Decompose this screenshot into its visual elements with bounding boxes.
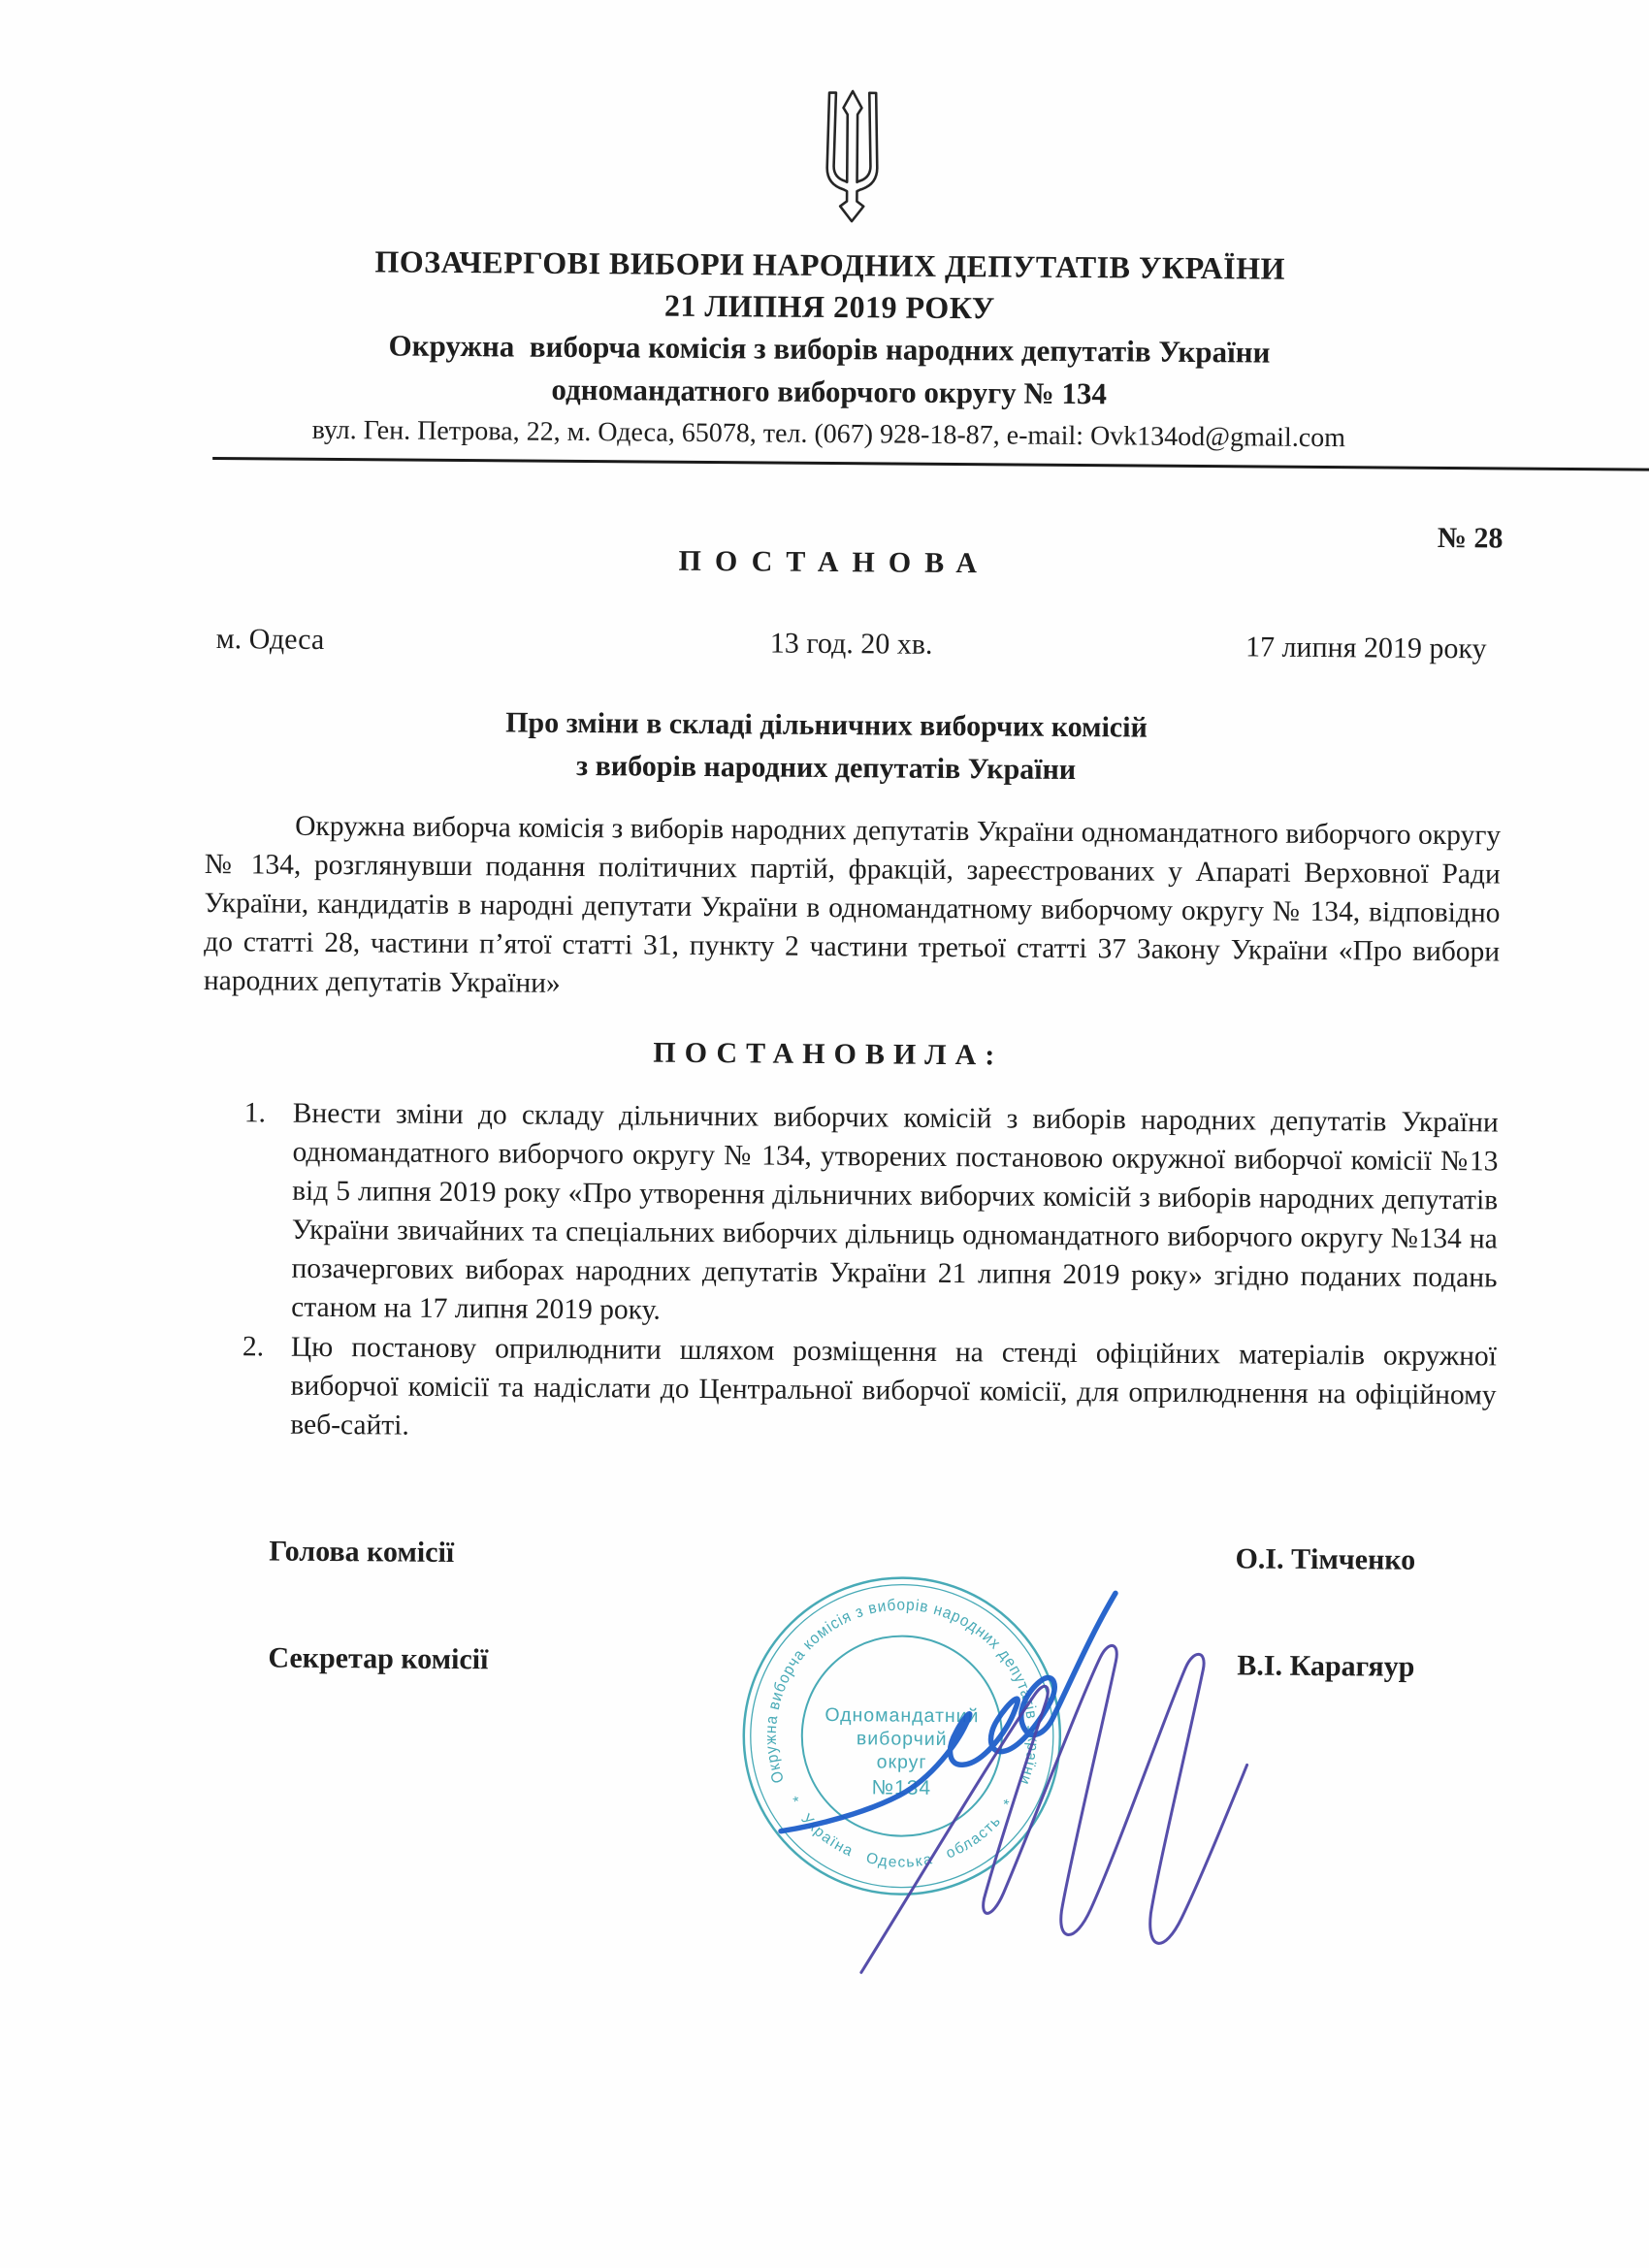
header-address: вул. Ген. Петрова, 22, м. Одеса, 65078, тел. (067) 928-18-87, e-mail: Ovk134od@gmail.com (311, 414, 1346, 454)
stamp-center-line: округ (876, 1751, 927, 1773)
header-election-title: ПОЗАЧЕРГОВІ ВИБОРИ НАРОДНИХ ДЕПУТАТІВ УКРАЇНИ (374, 243, 1286, 286)
document-number: № 28 (1437, 521, 1504, 555)
list-item-marker: 2. (242, 1331, 265, 1363)
meta-date: 17 липня 2019 року (1245, 631, 1487, 665)
list-item-text: Цю постанову оприлюднити шляхом розміщення на стенді офіційних матеріалів окружної виборчої комісії та надіслати до Центральної виборчої комісії, для оприлюднення на офіційному веб-сайті. (290, 1331, 1498, 1442)
signature-block (268, 1536, 1415, 1684)
document-title: ПОСТАНОВА (678, 544, 991, 580)
resolved-heading: ПОСТАНОВИЛА: (653, 1036, 1004, 1072)
signature-role: Секретар комісії (268, 1641, 489, 1676)
secretary-signature-ink (861, 1643, 1248, 1975)
header-district-number: одномандатного виборчого округу № 134 (551, 372, 1108, 411)
header-election-date: 21 ЛИПНЯ 2019 РОКУ (663, 287, 995, 326)
list-item-marker: 1. (243, 1097, 267, 1129)
stamp-center-line: виборчий (856, 1728, 948, 1751)
signature-role: Голова комісії (269, 1535, 455, 1570)
stamp-ring-text-top: Окружна виборча комісія з виборів народних депутатів України (761, 1596, 1042, 1789)
subject-heading (1, 697, 1649, 795)
meta-time: 13 год. 20 хв. (769, 627, 933, 661)
subject-line-2: з виборів народних депутатів України (576, 749, 1077, 787)
signatory-name: В.І. Карагяур (1237, 1649, 1415, 1683)
list-item (242, 1093, 1499, 1336)
resolution-list (242, 1093, 1499, 1453)
ukraine-trident-emblem (810, 81, 894, 230)
list-item (242, 1327, 1497, 1453)
stamp-center-line: №134 (871, 1776, 932, 1799)
signature-row-secretary (268, 1642, 1414, 1684)
trident-outline (826, 91, 878, 222)
preamble-paragraph: Окружна виборча комісія з виборів народних депутатів України одномандатного виборчого округу № 134, розглянувши подання політичних партій, фракцій, зареєстрованих у Апараті Верховної Ради України, кандидатів в народні депутати України в одномандатному виборчому округу № 134, відповідно до статті 28, частини п’ятої статті 31, пункту 2 частини третьої статті 37 Закону України «Про вибори народних депутатів України» (203, 810, 1502, 999)
stamp-center-line: Одномандатний (824, 1704, 980, 1728)
header-divider (212, 457, 1649, 471)
list-item-text: Внести зміни до складу дільничних виборчих комісій з виборів народних депутатів України одномандатного виборчого округу № 134, утворених постановою окружної виборчої комісії №13 від 5 липня 2019 року «Про утворення дільничних виборчих комісій з виборів народних депутатів України звичайних та спеціальних виборчих дільниць одномандатного виборчого округу №134 на позачергових виборах народних депутатів України 21 липня 2019 року» згідно поданих подань станом на 17 липня 2019 року. (291, 1097, 1499, 1326)
subject-line-1: Про зміни в складі дільничних виборчих комісій (505, 706, 1148, 744)
header-commission-name: Окружна виборча комісія з виборів народних депутатів України (388, 328, 1271, 370)
stamp-ring-text-bottom: * Україна Одеська область * (784, 1794, 1018, 1871)
stamp-center-text (824, 1704, 980, 1799)
document-header (4, 238, 1649, 460)
signature-row-chairman (269, 1536, 1415, 1577)
meta-row (216, 623, 1487, 665)
signatory-name: О.І. Тімченко (1235, 1542, 1416, 1576)
meta-city: м. Одеса (215, 623, 325, 656)
